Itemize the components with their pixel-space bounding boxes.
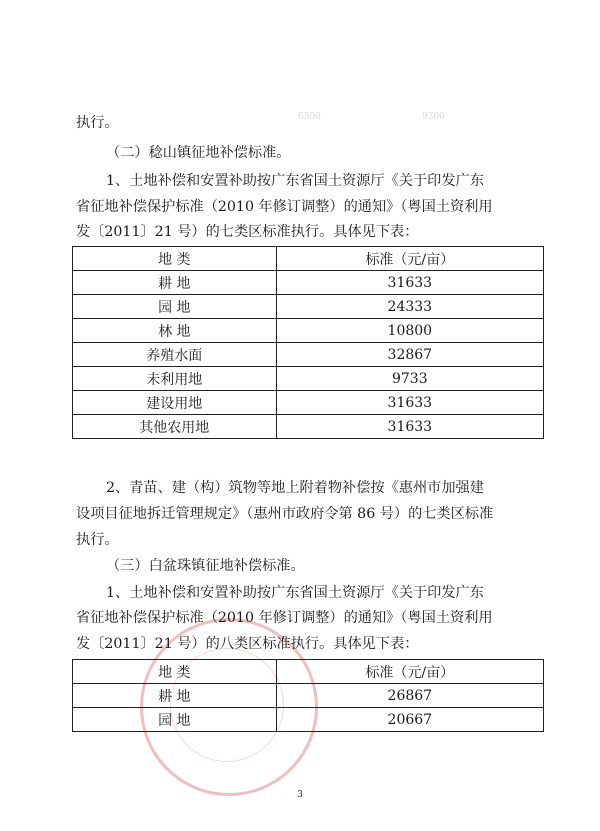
section-heading: （三）白盆珠镇征地补偿标准。 <box>106 558 305 574</box>
compensation-table-baipenzhu <box>72 659 544 732</box>
paragraph-line: 1、土地补偿和安置补助按广东省国土资源厅《关于印发广东 <box>106 585 484 601</box>
standard-value-cell: 32867 <box>276 343 543 367</box>
land-type-cell: 园 地 <box>73 295 277 319</box>
standard-value-cell: 24333 <box>276 295 543 319</box>
bleed-through-text: 6500 <box>298 112 321 122</box>
section-heading: （二）稔山镇征地补偿标准。 <box>106 145 291 161</box>
page-number: 3 <box>297 790 303 800</box>
table-row <box>73 415 544 439</box>
paragraph-line: 2、青苗、建（构）筑物等地上附着物补偿按《惠州市加强建 <box>106 480 484 496</box>
land-type-cell: 未利用地 <box>73 367 277 391</box>
table-row <box>73 295 544 319</box>
standard-value-cell: 31633 <box>276 391 543 415</box>
table-row <box>73 271 544 295</box>
column-header-standard: 标准（元/亩） <box>276 660 543 684</box>
standard-value-cell: 31633 <box>276 415 543 439</box>
standard-value-cell: 31633 <box>276 271 543 295</box>
paragraph-line: 发〔2011〕21 号）的八类区标准执行。具体见下表： <box>76 636 419 652</box>
table-header-row <box>73 247 544 271</box>
standard-value-cell: 10800 <box>276 319 543 343</box>
paragraph-line: 设项目征地拆迁管理规定》（惠州市政府令第 86 号）的七类区标准 <box>76 506 494 522</box>
table-header-row <box>73 660 544 684</box>
land-type-cell: 养殖水面 <box>73 343 277 367</box>
table-row <box>73 367 544 391</box>
land-type-cell: 耕 地 <box>73 271 277 295</box>
land-type-cell: 林 地 <box>73 319 277 343</box>
compensation-table-renshan <box>72 246 544 439</box>
paragraph-line: 发〔2011〕21 号）的七类区标准执行。具体见下表： <box>76 224 419 240</box>
standard-value-cell: 26867 <box>276 684 543 708</box>
column-header-standard: 标准（元/亩） <box>276 247 543 271</box>
paragraph-line: 省征地补偿保护标准（2010 年修订调整）的通知》（粤国土资利用 <box>76 610 493 626</box>
paragraph-line: 执行。 <box>76 532 119 548</box>
column-header-category: 地 类 <box>73 660 277 684</box>
land-type-cell: 园 地 <box>73 708 277 732</box>
paragraph-line: 执行。 <box>76 115 119 131</box>
table-row <box>73 684 544 708</box>
paragraph-line: 省征地补偿保护标准（2010 年修订调整）的通知》（粤国土资利用 <box>76 199 493 215</box>
standard-value-cell: 9733 <box>276 367 543 391</box>
table-row <box>73 708 544 732</box>
land-type-cell: 耕 地 <box>73 684 277 708</box>
table-row <box>73 391 544 415</box>
table-row <box>73 343 544 367</box>
land-type-cell: 其他农用地 <box>73 415 277 439</box>
land-type-cell: 建设用地 <box>73 391 277 415</box>
standard-value-cell: 20667 <box>276 708 543 732</box>
table-row <box>73 319 544 343</box>
column-header-category: 地 类 <box>73 247 277 271</box>
bleed-through-text: 9300 <box>422 112 445 122</box>
paragraph-line: 1、土地补偿和安置补助按广东省国土资源厅《关于印发广东 <box>106 173 484 189</box>
